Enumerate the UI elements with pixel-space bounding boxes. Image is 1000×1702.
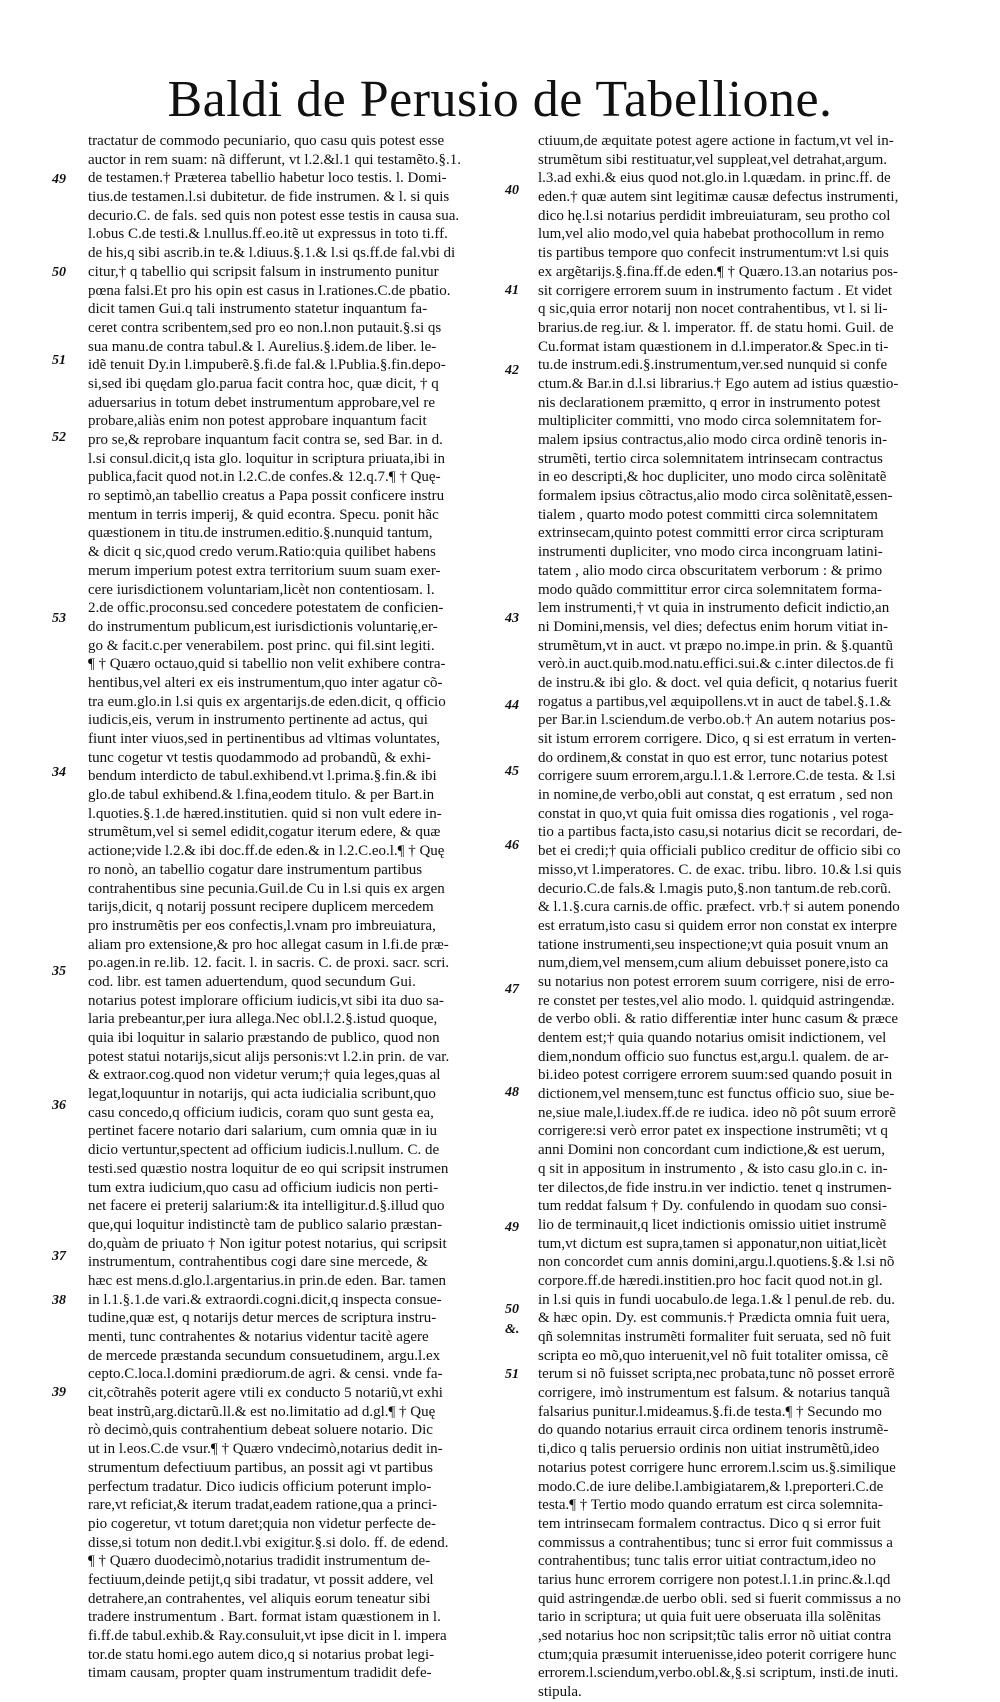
text-line: extrinsecam,quinto potest committi error circa scripturam xyxy=(538,525,884,542)
text-line: fiunt inter viuos,sed in pertinentibus ad vltimas voluntates, xyxy=(88,731,441,747)
text-line: tarijs,dicit, q notarij possunt recipere duplicem mercedem xyxy=(88,899,434,916)
text-line: strumẽtum,vel si semel edidit,cogatur iterum edere, & quæ xyxy=(88,824,441,841)
margin-number: 51 xyxy=(505,1367,519,1382)
margin-number: &. xyxy=(505,1322,520,1337)
text-line: aliam pro extensione,& pro hoc allegat casum in l.fi.de præ- xyxy=(88,936,449,953)
text-line: 2.de offic.proconsu.sed concedere potestatem de conficien- xyxy=(88,600,444,617)
text-line: bendum interdicto de tabul.exhibend.vt l.prima.§.fin.& ibi xyxy=(88,768,437,785)
text-line: instrumentum, contrahentibus cogi dare sine mercede, & xyxy=(88,1254,428,1271)
text-line: citur,† q tabellio qui scripsit falsum in instrumento punitur xyxy=(88,263,439,280)
text-line: strumẽtum,vt in auct. vt præpo no.impe.in prin. & §.quantũ xyxy=(538,637,893,654)
text-line: strumẽtum sibi restituatur,vel suppleat,vel detrahat,argum. xyxy=(538,151,888,168)
text-line: do quando notarius errauit circa ordinem tenoris instrumẽ- xyxy=(538,1422,889,1439)
text-line: errorem.l.sciendum,verbo.obl.&,§.si scriptum, insti.de inuti. xyxy=(538,1665,899,1682)
text-line: non concordet cum annis domini,argu.l.quotiens.§.& l.si nõ xyxy=(538,1254,895,1271)
text-line: quæstionem in titu.de instrumen.editio.§.nunquid tantum, xyxy=(88,525,433,542)
text-line: anni Domini non concordant cum indictione,& est uerum, xyxy=(538,1142,886,1159)
page-title: Baldi de Perusio de Tabellione. xyxy=(167,71,833,128)
text-line: bet ei credi;† quia officiali publico creditur de officio sibi co xyxy=(538,843,901,860)
text-line: modo quãdo committitur error circa solemnitatem forma- xyxy=(538,581,883,598)
text-line: contrahentibus sine pecunia.Guil.de Cu in l.si quis ex argen xyxy=(88,880,445,897)
text-line: l.3.ad exhi.& eius quod not.glo.in l.quædam. in princ.ff. de xyxy=(538,170,891,187)
text-line: tatione instrumenti,seu inspectione;vt quia posuit vnum an xyxy=(538,936,889,953)
text-line: contrahentibus; tunc talis error uitiat contractum,ideo no xyxy=(538,1553,876,1570)
margin-number: 40 xyxy=(505,183,519,198)
text-line: do ordinem,& constat in quo est error, tunc notarius potest xyxy=(538,749,888,766)
text-line: tractatur de commodo pecuniario, quo casu quis potest esse xyxy=(88,133,445,149)
text-line: cit,cõtrahẽs poterit agere vtili ex conducto 5 notariũ,vt exhi xyxy=(88,1385,443,1402)
text-line: de instru.& ibi glo. & doct. vel quia deficit, q notarius fuerit xyxy=(538,674,898,691)
text-line: tatem , alio modo circa obscuritatem verborum : & primo xyxy=(538,562,883,579)
text-line: menti, tunc contrahentes & notarius videntur tacitè agere xyxy=(88,1329,429,1345)
text-line: ter dilectos,de fide instru.in ver indictio. tenet q instrumen- xyxy=(538,1179,892,1196)
text-line: quia ibi loquitur in salario præstando de publico, quod non xyxy=(88,1030,440,1046)
margin-number: 34 xyxy=(52,765,66,780)
text-line: ctiuum,de æquitate potest agere actione in factum,vt vel in- xyxy=(538,133,894,149)
text-line: tum,vt dictum est supra,tamen si apponatur,non uitiat,licèt xyxy=(538,1235,887,1252)
text-line: & extraor.cog.quod non videtur verum;† quia leges,quas al xyxy=(88,1067,441,1084)
text-line: scripta eo mõ,quo interuenit,vel nõ fuit totaliter omissa, cẽ xyxy=(538,1347,889,1364)
text-line: lio de terminauit,q licet indictionis omissio uitiet instrumẽ xyxy=(538,1216,887,1233)
text-line: tario in scriptura; ut quia fuit uere obseruata illa solẽnitas xyxy=(538,1609,881,1626)
text-line: strumentum defectiuum partibus, an possit agi vt partibus xyxy=(88,1459,433,1476)
text-line: de his,q sibi ascrib.in te.& l.diuus.§.1.& l.si qs.ff.de fal.vbi di xyxy=(88,245,456,262)
text-line: ¶ † Quæro octauo,quid si tabellio non velit exhibere contra- xyxy=(88,656,446,673)
text-line: detrahere,an contrahentes, vel aliquis eorum teneatur sibi xyxy=(88,1590,431,1607)
text-line: corpore.ff.de hæredi.institien.pro hoc facit quod not.in gl. xyxy=(538,1272,883,1289)
text-line: ¶ † Quæro duodecimò,notarius tradidit instrumentum de- xyxy=(88,1553,431,1570)
text-line: pio cogeretur, vt totum daret;quia non videtur perfecte de- xyxy=(88,1515,437,1532)
text-line: in l.si quis in fundi uocabulo.de lega.1.& l penul.de reb. du. xyxy=(538,1291,896,1308)
text-line: de testamen.† Præterea tabellio habetur loco testis. l. Domi- xyxy=(88,170,447,187)
text-line: tra eum.glo.in l.si quis ex argentarijs.de eden.dicit, q officio xyxy=(88,693,446,710)
text-line: modo.C.de iure delibe.l.ambigiatarem,& l.preporteri.C.de xyxy=(538,1478,884,1495)
text-line: commissus a contrahentibus; tunc si error fuit commissus a xyxy=(538,1534,893,1551)
text-line: testa.¶ † Tertio modo quando erratum est circa solemnita- xyxy=(538,1497,883,1514)
right-text-column xyxy=(538,132,938,1701)
text-line: hentibus,vel alteri ex eis instrumentum,quo inter agatur cõ- xyxy=(88,674,443,691)
text-line: & hæc opin. Dy. est communis.† Prædicta omnia fuit uera, xyxy=(538,1310,890,1327)
text-line: nis declarationem præmitto, q error in instrumento potest xyxy=(538,394,881,411)
text-line: perfectum tradatur. Dico iudicis officium poterunt implo- xyxy=(88,1478,432,1495)
text-line: ne,siue male,l.iudex.ff.de re iudica. ideo nõ pôt suum errorẽ xyxy=(538,1104,896,1121)
text-line: do instrumentum publicum,est iurisdictionis voluntarię,er- xyxy=(88,618,438,635)
margin-number: 37 xyxy=(52,1249,66,1264)
text-line: decurio.C.de fals.& l.magis puto,§.non tantum.de reb.corũ. xyxy=(538,880,892,897)
text-line: tum extra iudicium,quo casu ad officium iudicis non perti- xyxy=(88,1179,439,1196)
text-line: tum reddat falsum † Dy. confulendo in quodam suo consi- xyxy=(538,1198,887,1215)
text-line: cepto.C.loca.l.domini prædiorum.de agri. & censi. vnde fa- xyxy=(88,1366,443,1383)
margin-number: 47 xyxy=(505,982,519,997)
margin-number: 50 xyxy=(52,265,66,280)
text-line: & dicit q sic,quod credo verum.Ratio:quia quilibet habens xyxy=(88,544,436,561)
text-line: rogatus a partibus,vel æquipollens.vt in auct de tabel.§.1.& xyxy=(538,693,892,710)
text-line: pertinet facere notario dari salarium, cum omnia quæ in iu xyxy=(88,1123,438,1140)
text-line: disse,si totum non dedit.l.vbi exigitur.§.si dolo. ff. de edend. xyxy=(88,1534,449,1551)
text-line: go & facit.c.per venerabilem. post princ. qui fil.sint legiti. xyxy=(88,637,435,654)
text-line: corrigere:si verò error patet ex inspectione instrumẽti; vt q xyxy=(538,1123,888,1140)
text-line: ceret contra scribentem,sed pro eo non.l.non putauit.§.si qs xyxy=(88,319,442,336)
text-line: per Bar.in l.sciendum.de verbo.ob.† An autem notarius pos- xyxy=(538,712,896,729)
text-line: Cu.format istam quæstionem in d.l.imperator.& Spec.in ti- xyxy=(538,338,889,355)
text-line: beat instrũ,arg.dictarũ.ll.& est no.limitatio ad d.gl.¶ † Quę xyxy=(88,1403,436,1420)
text-line: tem intrinsecam formalem contractus. Dico q si error fuit xyxy=(538,1515,881,1532)
text-line: cod. libr. est tamen aduertendum, quod secundum Gui. xyxy=(88,973,416,990)
text-line: corrigere, imò instrumentum est falsum. & notarius tanquã xyxy=(538,1385,891,1402)
margin-number: 36 xyxy=(52,1098,66,1113)
text-line: dicio vertuntur,spectent ad officium iudicis.l.nullum. C. de xyxy=(88,1142,440,1159)
text-line: fectiuum,deinde petijt,q sibi tradatur, vt possit addere, vel xyxy=(88,1571,434,1588)
text-line: lum,vel alio modo,vel quia habebat prothocollum in remo xyxy=(538,226,885,243)
text-line: sit corrigere errorem suum in instrumento factum . Et videt xyxy=(538,282,893,299)
text-line: tius.de testamen.l.si dubitetur. de fide instrumen. & l. si quis xyxy=(88,189,450,206)
margin-number: 46 xyxy=(505,838,519,853)
text-line: de verbo obli. & ratio differentiæ inter hunc casum & præce xyxy=(538,1011,899,1028)
text-line: terum si nõ fuisset scripta,nec probata,tunc nõ posset errorẽ xyxy=(538,1366,895,1383)
text-line: iudicis,eis, verum in instrumento pertinente ad actus, qui xyxy=(88,712,428,729)
text-line: ctum;quia præsumit interuenisse,ideo poterit corrigere hunc xyxy=(538,1646,897,1663)
text-line: ro septimò,an tabellio creatus a Papa possit conficere instru xyxy=(88,488,445,505)
text-line: strumẽti, tertio circa solemnitatem intrinsecam contractus xyxy=(538,450,883,467)
text-line: notarius potest implorare officium iudicis,vt sibi ita duo sa- xyxy=(88,992,444,1009)
text-line: quid astringendæ.de uerbo obli. sed si fuerit commissus a no xyxy=(538,1590,901,1607)
margin-number: 52 xyxy=(52,430,66,445)
text-line: casu concedo,q officium iudicis, coram quo sunt gesta ea, xyxy=(88,1104,434,1121)
text-line: po.agen.in re.lib. 12. facit. l. in sacris. C. de proxi. sacr. scri. xyxy=(88,955,450,972)
text-line: mentum in terris imperij, & quid econtra. Specu. ponit hãc xyxy=(88,506,439,523)
text-line: sit istum errorem corrigere. Dico, q si est erratum in verten- xyxy=(538,731,897,747)
text-line: ti,dico q talis peruersio ordinis non uitiat instrumẽtũ,ideo xyxy=(538,1441,880,1458)
text-line: aduersarius in totum debet instrumentum approbare,vel re xyxy=(88,394,435,411)
text-line: in eo descripti,& hoc dupliciter, uno modo circa solẽnitatẽ xyxy=(538,469,887,486)
text-line: sua manu.de contra tabul.& l. Aurelius.§.idem.de liber. le- xyxy=(88,338,437,355)
margin-number: 41 xyxy=(505,283,519,298)
text-line: ni Domini,mensis, vel dies; defectus enim horum vitiat in- xyxy=(538,618,888,635)
margin-number: 50 xyxy=(505,1302,519,1317)
text-line: tis partibus tempore quo confecit instrumentum:vt l.si quis xyxy=(538,245,889,262)
text-line: probare,aliàs enim non potest approbare inquantum facit xyxy=(88,413,427,430)
text-line: glo.de tabul exhibend.& l.fina,eodem titulo. & per Bart.in xyxy=(88,787,435,804)
text-line: constat in quo,vt quia fuit omissa dies rogationis , vel roga- xyxy=(538,805,894,822)
text-line: rò decimò,quis contrahentium debeat soluere notario. Dic xyxy=(88,1422,433,1439)
text-line: ,sed notarius hoc non scripsit;tũc talis error nõ uitiat contra xyxy=(538,1628,892,1644)
text-line: brarius.de reg.iur. & l. imperator. ff. de statu homi. Guil. de xyxy=(538,319,894,336)
text-line: dicit tamen Gui.q tali instrumento statetur inquantum fa- xyxy=(88,301,428,318)
text-line: re constet per testes,vel alio modo. l. quidquid astringendæ. xyxy=(538,992,895,1009)
text-line: idẽ tenuit Dy.in l.impuberẽ.§.fi.de fal.& l.Publia.§.fin.depo- xyxy=(88,357,446,374)
text-line: su notarius non potest errorem suum corrigere, nisi de erro- xyxy=(538,973,895,990)
text-line: num,diem,vel mensem,cum alium debuisset ponere,isto ca xyxy=(538,955,889,972)
text-line: est erratum,isto casu si quidem error non constat ex interpre xyxy=(538,917,898,934)
margin-number: 53 xyxy=(52,611,66,626)
text-line: do,quàm de priuato † Non igitur potest notarius, qui scripsit xyxy=(88,1235,447,1252)
text-line: tudine,quæ est, q notarijs detur merces de scriptura instru- xyxy=(88,1310,437,1327)
text-line: dictionem,vel mensem,tunc est functus officio suo, siue be- xyxy=(538,1086,895,1103)
text-line: corrigere suum errorem,argu.l.1.& l.errore.C.de testa. & l.si xyxy=(538,768,896,785)
text-line: bi.ideo potest corrigere errorem suum:sed quando posuit in xyxy=(538,1067,893,1084)
text-line: legat,loquuntur in notarijs, qui acta iudicialia scribunt,quo xyxy=(88,1086,436,1103)
text-line: pro instrumẽtis per eos confectis,l.vnam pro imbreuiatura, xyxy=(88,917,436,934)
text-line: pro se,& reprobare inquantum facit contra se, sed Bar. in d. xyxy=(88,432,443,448)
text-line: tunc cogetur vt testis quodammodo ad probandũ, & exhi- xyxy=(88,749,431,766)
text-line: misso,vt l.imperatores. C. de exac. tribu. libro. 10.& l.si quis xyxy=(538,861,902,878)
text-line: tor.de statu homi.ego autem dico,q si notarius probat legi- xyxy=(88,1646,435,1663)
text-line: malem ipsius contractus,alio modo circa ordinẽ tenoris in- xyxy=(538,432,888,448)
margin-number: 45 xyxy=(505,764,519,779)
text-line: diem,nondum officio suo functus est,argu.l. qualem. de ar- xyxy=(538,1048,889,1065)
text-line: ex argẽtarijs.§.fina.ff.de eden.¶ † Quæro.13.an notarius pos- xyxy=(538,263,898,280)
text-line: cere iurisdictionem voluntariam,licèt non contentiosam. l. xyxy=(88,581,435,598)
text-line: instrumenti dupliciter, vno modo circa incongruam latini- xyxy=(538,544,883,561)
text-line: ro nonò, an tabellio cogatur dare instrumentum partibus xyxy=(88,861,423,878)
text-line: si,sed ibi quędam glo.parua facit contra hoc, quæ dicit, † q xyxy=(88,375,439,392)
margin-number: 49 xyxy=(505,1220,519,1235)
text-line: verò.in auct.quib.mod.natu.effici.sui.& c.inter dilectos.de fi xyxy=(538,656,894,673)
margin-number: 49 xyxy=(52,172,66,187)
text-line: tarius hunc errorem corrigere non potest.l.1.in princ.&.l.qd xyxy=(538,1571,891,1588)
margin-number: 39 xyxy=(52,1385,66,1400)
text-line: hæc est mens.d.glo.l.argentarius.in prin.de eden. Bar. tamen xyxy=(88,1272,446,1289)
text-line: notarius potest corrigere hunc errorem.l.scim us.§.similique xyxy=(538,1459,896,1476)
text-line: ctum.& Bar.in d.l.si librarius.† Ego autem ad istius quæstio- xyxy=(538,375,899,392)
text-line: dentem est;† quia quando notarius omisit indictionem, vel xyxy=(538,1030,887,1046)
text-line: eden.† quæ autem sint legitimæ causæ defectus instrumenti, xyxy=(538,189,899,206)
text-line: fi.ff.de tabul.exhib.& Ray.consuluit,vt ipse dicit in l. impera xyxy=(88,1628,447,1644)
text-line: pœna falsi.Et pro his opin est casus in l.rationes.C.de pbatio. xyxy=(88,282,451,299)
text-line: merum imperium potest extra territorium suum suam exer- xyxy=(88,562,441,579)
text-line: & l.1.§.cura carnis.de offic. præfect. vrb.† si autem ponendo xyxy=(538,899,900,916)
text-line: decurio.C. de fals. sed quis non potest esse testis in causa sua. xyxy=(88,207,460,224)
text-line: ut in l.eos.C.de vsur.¶ † Quæro vndecimò,notarius dedit in- xyxy=(88,1441,443,1458)
margin-number: 35 xyxy=(52,964,66,979)
text-line: tialem , quarto modo potest committi circa solemnitatem xyxy=(538,506,878,523)
margin-number: 38 xyxy=(52,1293,66,1308)
text-line: auctor in rem suam: nã differunt, vt l.2.&l.1 qui testamẽto.§.1. xyxy=(88,151,461,168)
text-line: stipula. xyxy=(538,1684,582,1701)
text-line: multipliciter committi, vno modo circa solemnitatem for- xyxy=(538,413,882,430)
text-line: publica,facit quod not.in l.2.C.de confes.& 12.q.7.¶ † Quę- xyxy=(88,469,441,486)
text-line: net facere ei preterij salarium:& ita intelligitur.d.§.illud quo xyxy=(88,1198,445,1215)
text-line: de mercede præstanda secundum consuetudinem, argu.l.ex xyxy=(88,1347,441,1364)
text-line: l.obus C.de testi.& l.nullus.ff.eo.itẽ ut expressus in toto ti.ff. xyxy=(88,226,448,243)
text-line: tradere instrumentum . Bart. format istam quæstionem in l. xyxy=(88,1609,441,1626)
text-line: falsarius punitur.l.mideamus.§.fi.de testa.¶ † Secundo mo xyxy=(538,1403,882,1420)
text-line: qñ solemnitas instrumẽti formaliter fuit seruata, sed nõ fuit xyxy=(538,1329,891,1345)
margin-number: 42 xyxy=(505,363,519,378)
text-line: q sit in appositum in instrumento , & isto casu glo.in c. in- xyxy=(538,1160,888,1177)
text-line: tio a partibus facta,isto casu,si notarius dicit se recordari, de- xyxy=(538,824,903,841)
text-line: testi.sed quæstio nostra loquitur de eo qui scripsit instrumen xyxy=(88,1160,449,1177)
text-line: laria prebeantur,per iura allega.Nec obl.l.2.§.istud quoque, xyxy=(88,1011,438,1028)
text-line: l.quoties.§.1.de hæred.institutien. quid si non vult edere in- xyxy=(88,805,442,822)
text-line: timam causam, propter quam instrumentum tradidit defe- xyxy=(88,1665,432,1682)
text-line: in nomine,de verbo,obli aut constat, q est erratum , sed non xyxy=(538,787,893,804)
text-line: potest statui notarijs,sicut alijs personis:vt l.2.in prin. de var. xyxy=(88,1048,450,1065)
text-line: formalem ipsius cõtractus,alio modo circa solẽnitatẽ,essen- xyxy=(538,488,893,505)
text-line: dico hę.l.si notarius perdidit imbreuiaturam, seu protho col xyxy=(538,207,891,224)
text-line: rare,vt reficiat,& iterum tradat,eadem ratione,qua a princi- xyxy=(88,1497,437,1514)
text-line: in l.1.§.1.de vari.& extraordi.cogni.dicit,q inspecta consue- xyxy=(88,1291,442,1308)
margin-number: 51 xyxy=(52,353,66,368)
text-line: tu.de instrum.edi.§.instrumentum,ver.sed nunquid si confe xyxy=(538,357,888,374)
margin-number: 44 xyxy=(505,698,519,713)
margin-number: 43 xyxy=(505,611,519,626)
text-line: l.si consul.dicit,q ista glo. loquitur in scriptura priuata,ibi in xyxy=(88,450,446,467)
text-line: actione;vide l.2.& ibi doc.ff.de eden.& in l.2.C.eo.l.¶ † Quę xyxy=(88,843,445,860)
text-line: lem instrumenti,† vt quia in instrumento deficit indictio,an xyxy=(538,600,890,617)
margin-number: 48 xyxy=(505,1085,519,1100)
text-line: q sic,quia error notarij non nocet contrahentibus, vt l. si li- xyxy=(538,301,888,318)
left-text-column xyxy=(88,132,478,1682)
text-line: que,qui loquitur indistinctè tam de publico salario præstan- xyxy=(88,1216,443,1233)
